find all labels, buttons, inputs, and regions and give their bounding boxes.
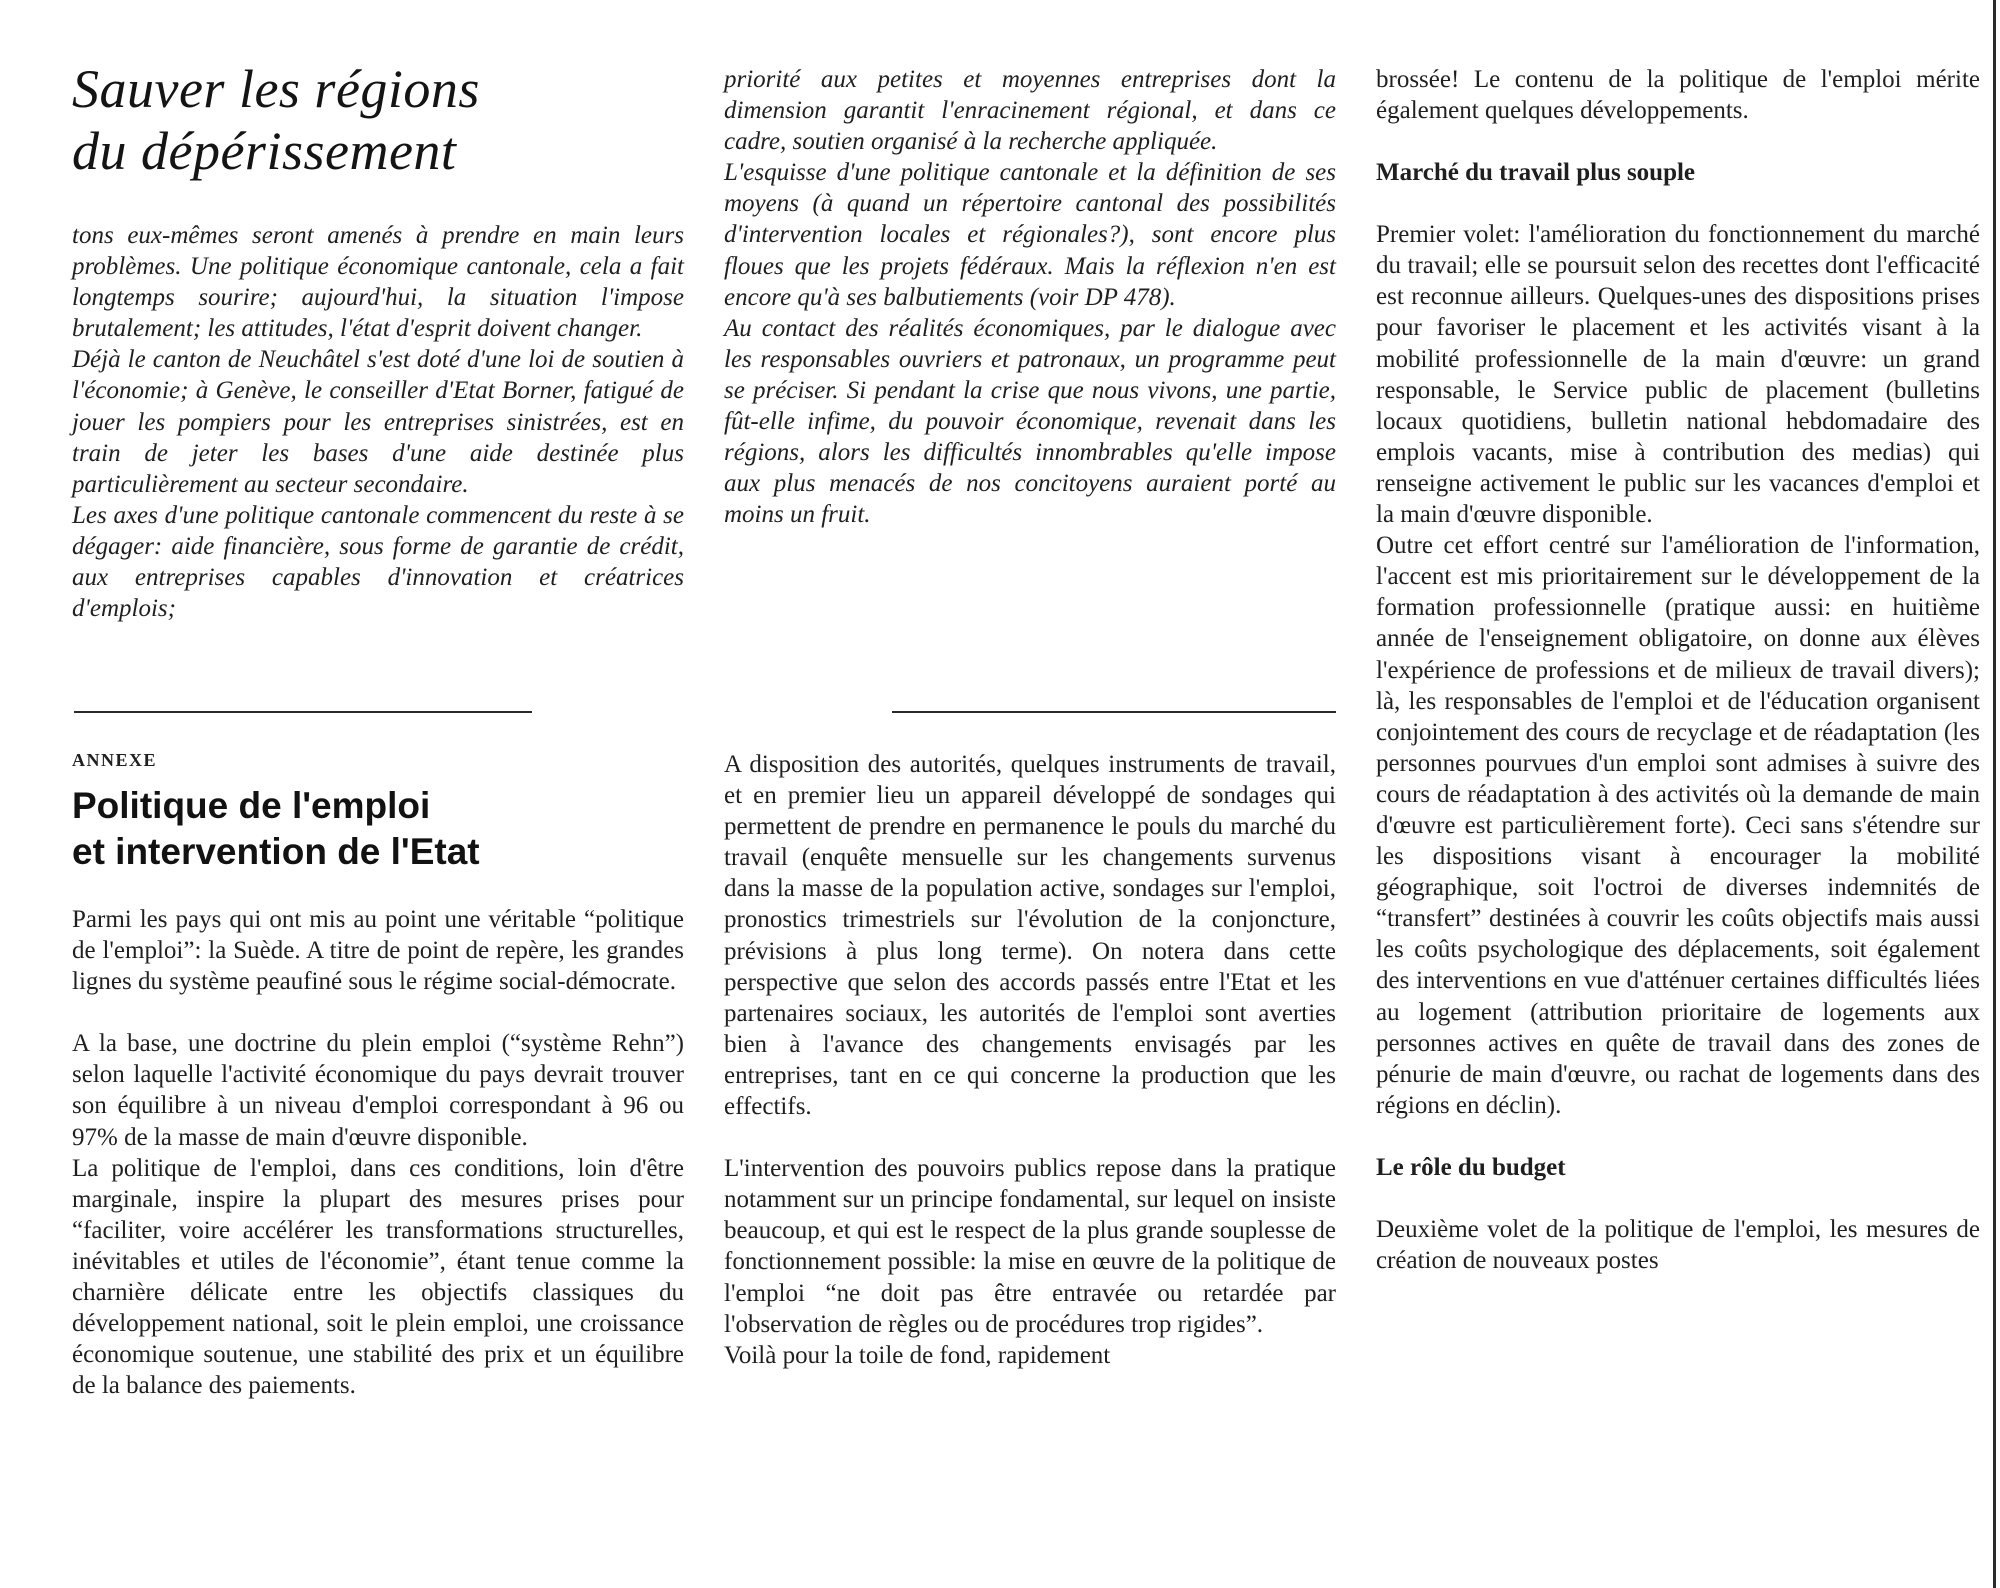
annexe-title-line-1: Politique de l'emploi [72,785,431,826]
annexe-body-col3 [1376,64,1980,1276]
annexe-title [72,783,480,875]
page-edge [1993,0,1996,1588]
paragraph: Au contact des réalités économiques, par le dialogue avec les responsables ouvriers et patronaux, un programme peut se préciser. Si pendant la crise que nous vivons, une partie, fût-elle infime, du pouvoir économique, revenait dans les régions, alors les difficultés innombrables qu'elle impose aux plus menacés de nos concitoyens auraient porté au moins un fruit. [724,314,1336,529]
section-heading: Le rôle du budget [1376,1153,1566,1181]
paragraph: L'intervention des pouvoirs publics repose dans la pratique notamment sur un principe fondamental, sur lequel on insiste beaucoup, et qui est le respect de la plus grande souplesse de fonctionnement possible: la mise en œuvre de la politique de l'emploi “ne doit pas être entravée ou retardée par l'observation de règles ou de procédures trop rigides”. [724,1155,1336,1338]
annexe-title-line-2: et intervention de l'Etat [72,831,480,872]
paragraph: A disposition des autorités, quelques instruments de travail, et en premier lieu un appareil développé de sondages qui permettent de prendre en permanence le pouls du marché du travail (enquête mensuelle sur les changements survenus dans la masse de la population active, sondages sur l'emploi, pronostics trimestriels sur l'évolution de la conjoncture, prévisions à plus long terme). On notera dans cette perspective que selon des accords passés entre l'Etat et les partenaires sociaux, les autorités de l'emploi sont averties bien à l'avance des changements envisagés par les entreprises, tant en ce qui concerne la production que les effectifs. [724,751,1336,1121]
section-divider [74,711,532,713]
paragraph: tons eux-mêmes seront amenés à prendre en main leurs problèmes. Une politique économique cantonale, cela a fait longtemps sourire; aujourd'hui, la situation l'impose brutalement; les attitudes, l'état d'esprit doivent changer. [72,222,684,343]
section-heading: Marché du travail plus souple [1376,159,1696,187]
paragraph: Outre cet effort centré sur l'amélioration de l'information, l'accent est mis prioritairement sur le développement de la formation professionnelle (pratique aussi: en huitième année de l'enseignement obligatoire, on donne aux élèves l'expérience de professions et de milieux de travail divers); là, les responsables de l'emploi et de l'éducation organisent conjointement des cours de recyclage et de réadaptation (les personnes pourvues d'un emploi sont admises à suivre des cours de réadaptation à des activités où la demande de main d'œuvre est particulièrement forte). Ceci sans s'étendre sur les dispositions visant à encourager la mobilité géographique, soit l'octroi de diverses indemnités de “transfert” destinées à couvrir les coûts objectifs mais aussi les coûts psychologique des déplacements, soit également des interventions en vue d'atténuer certaines difficultés liées au logement (attribution prioritaire de logements aux personnes actives en quête de travail dans des zones de pénurie de main d'œuvre, ou rachat de logements dans des régions en déclin). [1376,532,1980,1119]
paragraph: Déjà le canton de Neuchâtel s'est doté d'une loi de soutien à l'économie; à Genève, le conseiller d'Etat Borner, fatigué de jouer les pompiers pour les entreprises sinistrées, est en train de jeter les bases d'une aide destinée plus particulièrement au secteur secondaire. [72,346,684,498]
paragraph: Deuxième volet de la politique de l'emploi, les mesures de création de nouveaux postes [1376,1215,1980,1274]
paragraph: Premier volet: l'amélioration du fonctionnement du marché du travail; elle se poursuit selon des recettes dont l'efficacité est reconnue ailleurs. Quelques-unes des dispositions prises pour favoriser le placement et les activités visant à la mobilité professionnelle de la main d'œuvre: un grand responsable, le Service public de placement (bulletins locaux quotidiens, bulletin national hebdomadaire des emplois vacants, mise à contribution des medias) qui renseigne activement le public sur les vacances d'emploi et la main d'œuvre disponible. [1376,221,1980,529]
paragraph: priorité aux petites et moyennes entreprises dont la dimension garantit l'enracinement régional, et dans ce cadre, soutien organisé à la recherche appliquée. [724,66,1336,156]
annexe-label [72,748,157,772]
annexe-label-text: ANNEXE [72,750,158,770]
article-title [72,58,480,182]
article-title-line-2: du dépérissement [72,121,457,181]
section-divider [892,711,1336,713]
paragraph: brossée! Le contenu de la politique de l'emploi mérite également quelques développements. [1376,66,1980,125]
annexe-body-col2 [724,749,1336,1371]
paragraph: Voilà pour la toile de fond, rapidement [724,1341,1111,1369]
article-body-col1 [72,220,684,624]
article-body-col2 [724,64,1336,530]
annexe-body-col1 [72,904,684,1401]
article-title-line-1: Sauver les régions [72,59,480,119]
paragraph: Les axes d'une politique cantonale commencent du reste à se dégager: aide financière, sous forme de garantie de crédit, aux entreprises capables d'innovation et créatrices d'emplois; [72,501,684,623]
paragraph: L'esquisse d'une politique cantonale et la définition de ses moyens (à quand un répertoire cantonal des possibilités d'intervention locales et régionales?), sont encore plus floues que les projets fédéraux. Mais la réflexion n'en est encore qu'à ses balbutiements (voir DP 478). [724,159,1336,311]
paragraph: A la base, une doctrine du plein emploi (“système Rehn”) selon laquelle l'activité économique du pays devrait trouver son équilibre à un niveau d'emploi correspondant à 96 ou 97% de la masse de main d'œuvre disponible. [72,1030,684,1151]
paragraph: La politique de l'emploi, dans ces conditions, loin d'être marginale, inspire la plupart des mesures prises pour “faciliter, voire accélérer les transformations structurelles, inévitables et utiles de l'économie”, étant tenue comme la charnière délicate entre les objectifs classiques du développement national, soit le plein emploi, une croissance économique soutenue, une stabilité des prix et un équilibre de la balance des paiements. [72,1154,684,1400]
paragraph: Parmi les pays qui ont mis au point une véritable “politique de l'emploi”: la Suède. A titre de point de repère, les grandes lignes du système peaufiné sous le régime social-démocrate. [72,906,684,996]
